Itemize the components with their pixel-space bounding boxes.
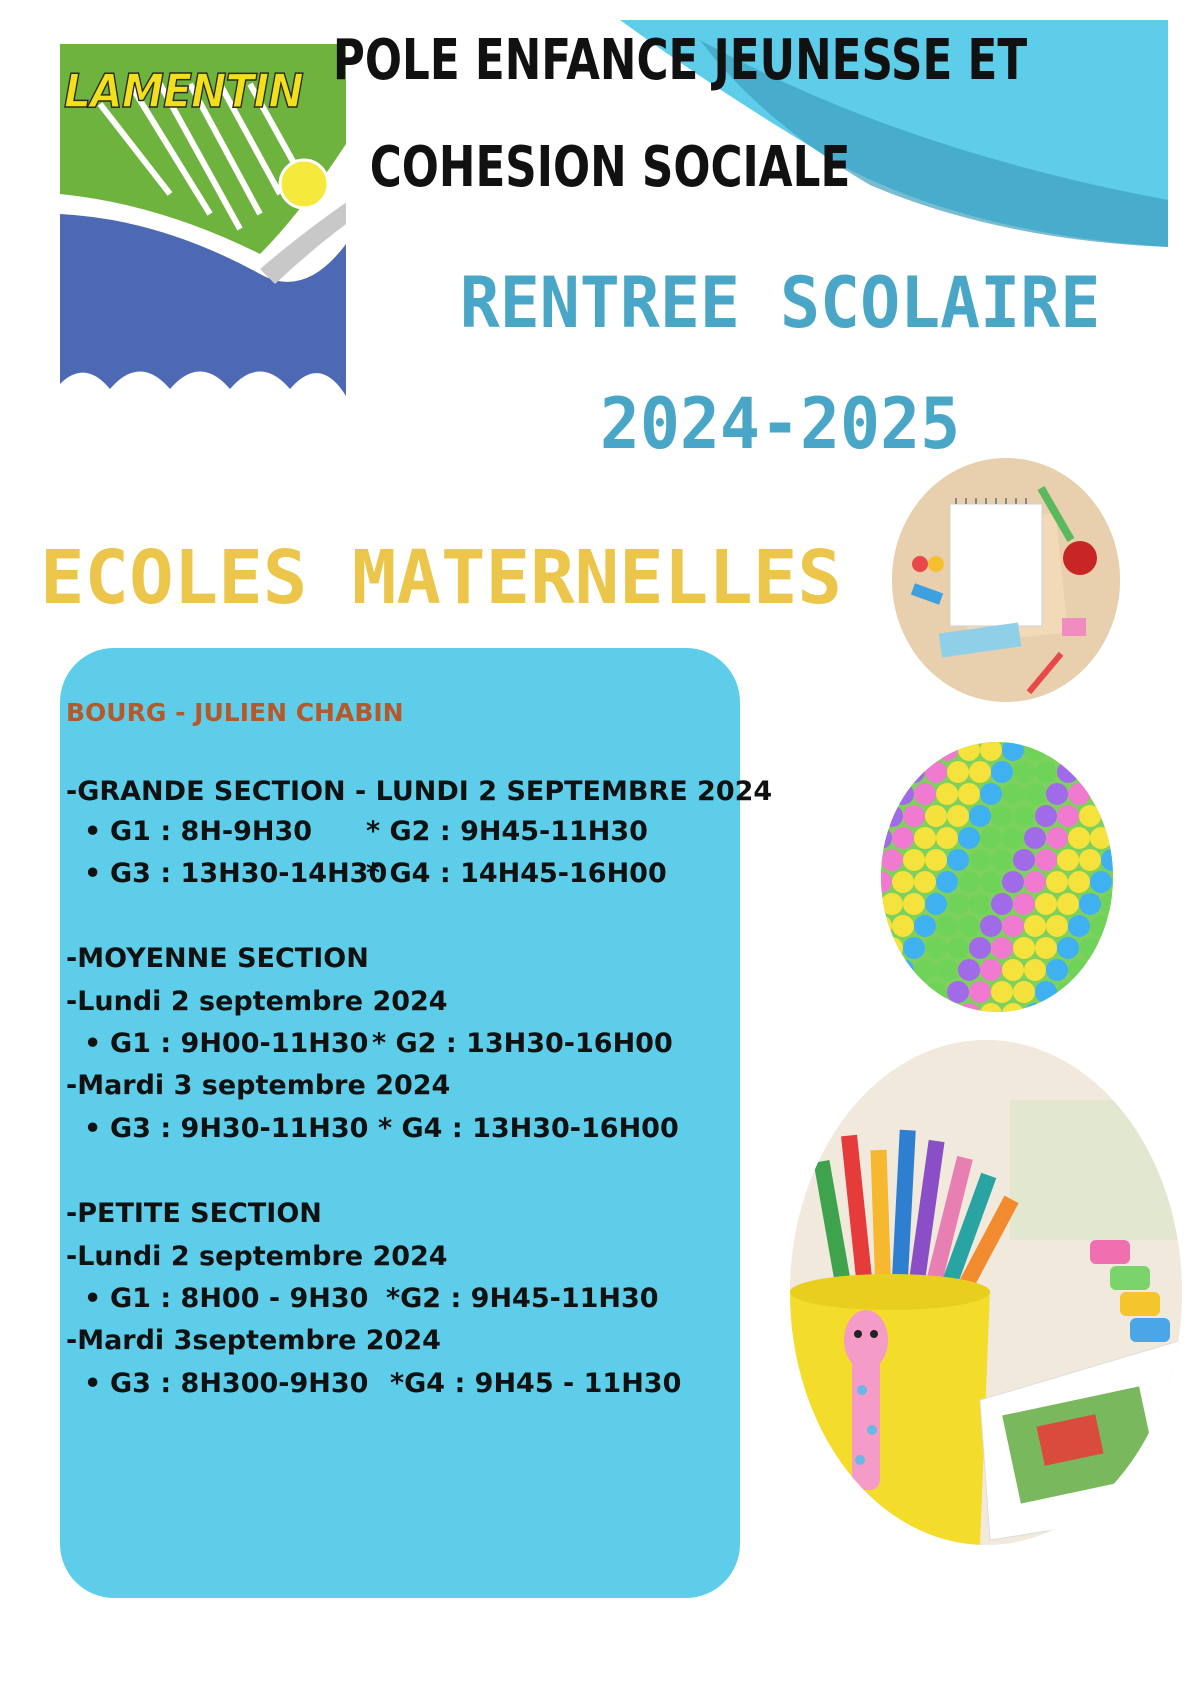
group-slot: *G2 : 9H45-11H30 bbox=[386, 1283, 659, 1314]
ball bbox=[1057, 761, 1079, 783]
ball bbox=[936, 783, 958, 805]
group-slot: G1 : 8H-9H30 bbox=[110, 816, 313, 847]
ball bbox=[914, 915, 936, 937]
group-slot: *G4 : 9H45 - 11H30 bbox=[390, 1368, 682, 1399]
ball bbox=[991, 761, 1013, 783]
ball bbox=[969, 805, 991, 827]
group-slot: G3 : 8H300-9H30 bbox=[110, 1368, 369, 1399]
ball bbox=[1112, 742, 1113, 761]
ball bbox=[1068, 1003, 1090, 1012]
moyenne-section-heading: -MOYENNE SECTION bbox=[66, 943, 369, 974]
ball bbox=[914, 783, 936, 805]
ball bbox=[881, 959, 892, 981]
header-title-line1: POLE ENFANCE JEUNESSE ET bbox=[332, 28, 1028, 93]
ball bbox=[1035, 893, 1057, 915]
ball bbox=[969, 893, 991, 915]
ball bbox=[1112, 827, 1113, 849]
ball bbox=[881, 849, 903, 871]
ball bbox=[1079, 937, 1101, 959]
ball bbox=[1112, 959, 1113, 981]
ball bbox=[947, 937, 969, 959]
ball bbox=[1079, 849, 1101, 871]
petite-day1: -Lundi 2 septembre 2024 bbox=[66, 1241, 448, 1272]
ball bbox=[903, 937, 925, 959]
ball bbox=[1068, 871, 1090, 893]
ball bbox=[936, 871, 958, 893]
ball bbox=[980, 1003, 1002, 1012]
petite-day2: -Mardi 3septembre 2024 bbox=[66, 1325, 441, 1356]
bullet-icon: • bbox=[84, 1113, 102, 1144]
ball bbox=[892, 742, 914, 761]
ball bbox=[969, 981, 991, 1003]
ball bbox=[1057, 849, 1079, 871]
pencil-cup-photo bbox=[790, 1040, 1182, 1545]
ball bbox=[1090, 783, 1112, 805]
section-heading: ECOLES MATERNELLES bbox=[40, 535, 842, 621]
ball bbox=[881, 1003, 892, 1012]
ball bbox=[947, 981, 969, 1003]
ball bbox=[881, 871, 892, 893]
group-slot: G1 : 9H00-11H30 bbox=[110, 1028, 369, 1059]
logo-text: LAMENTIN bbox=[64, 64, 303, 118]
ball bbox=[1035, 937, 1057, 959]
ball bbox=[881, 915, 892, 937]
ball bbox=[1002, 827, 1024, 849]
ball bbox=[958, 827, 980, 849]
ball bbox=[958, 959, 980, 981]
ball bbox=[881, 783, 892, 805]
ball bbox=[1002, 915, 1024, 937]
ball bbox=[903, 893, 925, 915]
ball bbox=[892, 1003, 914, 1012]
ball bbox=[958, 783, 980, 805]
ball bbox=[881, 981, 903, 1003]
ball bbox=[914, 959, 936, 981]
ball bbox=[947, 893, 969, 915]
ball bbox=[980, 959, 1002, 981]
ball bbox=[1046, 742, 1068, 761]
ball bbox=[1068, 827, 1090, 849]
ball bbox=[1079, 805, 1101, 827]
moyenne-day1: -Lundi 2 septembre 2024 bbox=[66, 986, 448, 1017]
ball bbox=[1024, 827, 1046, 849]
ball bbox=[925, 893, 947, 915]
group-slot: * G4 : 14H45-16H00 bbox=[366, 858, 667, 889]
header-title-line2: COHESION SOCIALE bbox=[369, 135, 851, 200]
ball bbox=[1068, 915, 1090, 937]
ball bbox=[1035, 849, 1057, 871]
ball bbox=[892, 915, 914, 937]
ball bbox=[1101, 761, 1113, 783]
ball bbox=[980, 827, 1002, 849]
group-slot: G1 : 8H00 - 9H30 bbox=[110, 1283, 369, 1314]
ball bbox=[1046, 871, 1068, 893]
ball bbox=[936, 959, 958, 981]
ball bbox=[1013, 893, 1035, 915]
ball bbox=[1002, 959, 1024, 981]
ball bbox=[925, 761, 947, 783]
ball bbox=[1024, 915, 1046, 937]
ball bbox=[925, 937, 947, 959]
bullet-icon: • bbox=[84, 1028, 102, 1059]
ball bbox=[947, 761, 969, 783]
ball bbox=[1090, 915, 1112, 937]
ball bbox=[1035, 761, 1057, 783]
ball bbox=[969, 937, 991, 959]
ball bbox=[958, 915, 980, 937]
bullet-icon: • bbox=[84, 1283, 102, 1314]
schedule-panel bbox=[60, 648, 773, 1598]
colorful-balls-photo bbox=[881, 742, 1113, 1012]
petite-section-heading: -PETITE SECTION bbox=[66, 1198, 322, 1229]
ball bbox=[1013, 981, 1035, 1003]
ball bbox=[881, 937, 903, 959]
rentree-title-line1: RENTREE SCOLAIRE bbox=[459, 262, 1101, 344]
ball bbox=[991, 849, 1013, 871]
ball bbox=[892, 827, 914, 849]
ball bbox=[1002, 871, 1024, 893]
ball bbox=[914, 827, 936, 849]
ball bbox=[892, 783, 914, 805]
ball bbox=[1024, 1003, 1046, 1012]
ball bbox=[1057, 805, 1079, 827]
ball bbox=[1112, 871, 1113, 893]
ball bbox=[1112, 915, 1113, 937]
ball bbox=[1068, 742, 1090, 761]
grande-section-heading: -GRANDE SECTION - LUNDI 2 SEPTEMBRE 2024 bbox=[66, 776, 773, 807]
ball bbox=[1046, 915, 1068, 937]
moyenne-day2: -Mardi 3 septembre 2024 bbox=[66, 1070, 451, 1101]
ball bbox=[947, 805, 969, 827]
ball bbox=[892, 871, 914, 893]
ball bbox=[1101, 893, 1113, 915]
group-slot: G3 : 9H30-11H30 bbox=[110, 1113, 369, 1144]
bullet-icon: • bbox=[84, 1368, 102, 1399]
ball bbox=[1112, 783, 1113, 805]
ball bbox=[991, 805, 1013, 827]
ball bbox=[1046, 959, 1068, 981]
ball bbox=[1101, 937, 1113, 959]
ball bbox=[1024, 959, 1046, 981]
ball bbox=[1002, 742, 1024, 761]
bullet-icon: • bbox=[84, 816, 102, 847]
ball bbox=[903, 805, 925, 827]
ball bbox=[1035, 805, 1057, 827]
ball bbox=[1046, 1003, 1068, 1012]
group-slot: G3 : 13H30-14H30 bbox=[110, 858, 388, 889]
group-slot: * G2 : 13H30-16H00 bbox=[372, 1028, 673, 1059]
rentree-title-year: 2024-2025 bbox=[599, 383, 961, 465]
ball bbox=[1090, 1003, 1112, 1012]
ball bbox=[1068, 959, 1090, 981]
ball bbox=[936, 742, 958, 761]
ball bbox=[958, 742, 980, 761]
ball bbox=[1112, 1003, 1113, 1012]
ball bbox=[969, 761, 991, 783]
ball bbox=[1013, 805, 1035, 827]
ball bbox=[1057, 981, 1079, 1003]
ball bbox=[980, 783, 1002, 805]
ball bbox=[980, 915, 1002, 937]
ball bbox=[1101, 805, 1113, 827]
ball bbox=[1079, 981, 1101, 1003]
ball bbox=[925, 849, 947, 871]
ball bbox=[1057, 937, 1079, 959]
ball bbox=[1013, 849, 1035, 871]
ball bbox=[1024, 783, 1046, 805]
school-supplies-photo bbox=[892, 458, 1120, 702]
ball bbox=[881, 893, 903, 915]
ball bbox=[1057, 893, 1079, 915]
ball bbox=[980, 742, 1002, 761]
ball bbox=[1101, 981, 1113, 1003]
ball bbox=[936, 915, 958, 937]
ball bbox=[1002, 783, 1024, 805]
ball bbox=[969, 849, 991, 871]
ball bbox=[881, 761, 903, 783]
ball bbox=[958, 871, 980, 893]
group-slot: * G2 : 9H45-11H30 bbox=[366, 816, 648, 847]
ball bbox=[1079, 893, 1101, 915]
ball bbox=[1002, 1003, 1024, 1012]
ball bbox=[991, 981, 1013, 1003]
school-name: BOURG - JULIEN CHABIN bbox=[66, 698, 404, 727]
ball bbox=[1068, 783, 1090, 805]
group-slot: * G4 : 13H30-16H00 bbox=[378, 1113, 679, 1144]
ball bbox=[1090, 742, 1112, 761]
ball bbox=[936, 827, 958, 849]
ball bbox=[991, 937, 1013, 959]
ball bbox=[1090, 871, 1112, 893]
ball bbox=[980, 871, 1002, 893]
ball bbox=[936, 1003, 958, 1012]
lamentin-logo bbox=[60, 44, 346, 396]
ball bbox=[914, 1003, 936, 1012]
ball bbox=[903, 849, 925, 871]
ball bbox=[1101, 849, 1113, 871]
ball bbox=[881, 805, 903, 827]
ball bbox=[925, 805, 947, 827]
ball bbox=[1079, 761, 1101, 783]
ball bbox=[914, 871, 936, 893]
ball bbox=[881, 742, 892, 761]
ball bbox=[925, 981, 947, 1003]
ball bbox=[1046, 783, 1068, 805]
ball bbox=[1024, 871, 1046, 893]
ball bbox=[1046, 827, 1068, 849]
ball bbox=[1035, 981, 1057, 1003]
ball bbox=[914, 742, 936, 761]
ball bbox=[892, 959, 914, 981]
ball bbox=[903, 761, 925, 783]
ball bbox=[881, 827, 892, 849]
bullet-icon: • bbox=[84, 858, 102, 889]
ball bbox=[1024, 742, 1046, 761]
ball bbox=[1013, 761, 1035, 783]
ball bbox=[1013, 937, 1035, 959]
ball bbox=[903, 981, 925, 1003]
ball bbox=[1090, 959, 1112, 981]
ball bbox=[1090, 827, 1112, 849]
ball bbox=[991, 893, 1013, 915]
ball bbox=[947, 849, 969, 871]
ball bbox=[958, 1003, 980, 1012]
